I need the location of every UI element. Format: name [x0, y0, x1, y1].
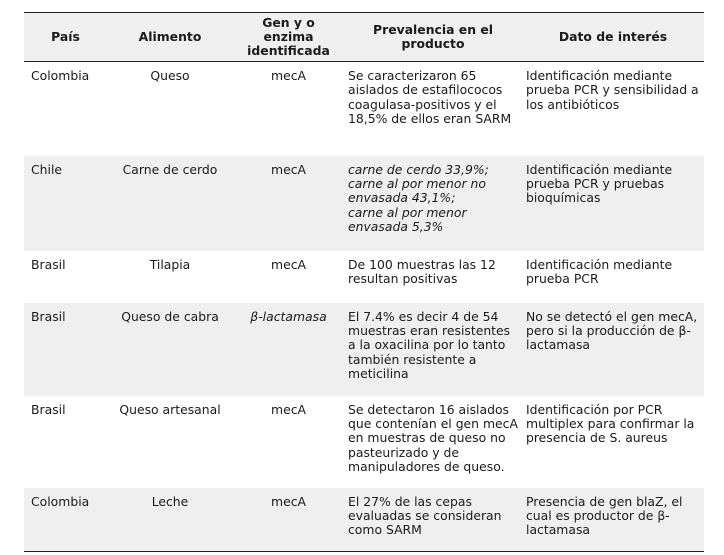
cell-pais: Chile [31, 161, 63, 177]
cell-gen: mecA [271, 161, 306, 177]
cell-dato: No se detectó el gen mecA, pero si la producción de β-lactamasa [526, 308, 698, 353]
cell-dato: Presencia de gen blaZ, el cual es productor de β-lactamasa [526, 493, 683, 538]
table-row [24, 251, 704, 303]
cell-dato: Identificación mediante prueba PCR [526, 256, 673, 286]
cell-gen: mecA [271, 256, 306, 272]
prevalencia-line: carne al por menor envasada 5,3% [348, 204, 467, 235]
cell-gen: β-lactamasa [250, 308, 327, 324]
table-row [24, 488, 704, 552]
cell-pais: Brasil [31, 256, 66, 272]
data-table [24, 12, 704, 552]
header-alimento: Alimento [138, 29, 202, 44]
cell-prevalencia [344, 156, 522, 251]
cell-dato: Identificación mediante prueba PCR y sensibilidad a los antibióticos [526, 68, 699, 112]
cell-prevalencia: De 100 muestras las 12 resultan positivas [348, 256, 496, 286]
cell-prevalencia: El 7.4% es decir 4 de 54 muestras eran resistentes a la oxacilina por lo tanto también resistente a meticilina [348, 308, 511, 382]
prevalencia-line: carne de cerdo 33,9%; [348, 161, 489, 177]
table-body [24, 62, 704, 552]
cell-pais: Brasil [31, 401, 66, 417]
cell-gen: mecA [271, 401, 306, 417]
cell-gen: mecA [271, 493, 306, 509]
cell-prevalencia: Se detectaron 16 aislados que contenían el gen mecA en muestras de queso no pasteurizado y de manipuladores de queso. [348, 401, 518, 475]
header-gen: Gen y o enzima identificada [247, 15, 330, 58]
cell-alimento: Queso [150, 68, 190, 83]
cell-alimento: Carne de cerdo [122, 161, 218, 177]
cell-alimento: Queso de cabra [121, 308, 219, 324]
table-row [24, 303, 704, 396]
cell-pais: Brasil [31, 308, 66, 324]
cell-alimento: Queso artesanal [119, 401, 221, 417]
cell-dato: Identificación mediante prueba PCR y pruebas bioquímicas [526, 161, 673, 206]
cell-prevalencia: Se caracterizaron 65 aislados de estafilococos coagulasa-positivos y el 18,5% de ellos eran SARM [348, 68, 512, 127]
header-row [24, 13, 704, 62]
header-prevalencia: Prevalencia en el producto [373, 22, 493, 51]
table-row [24, 62, 704, 156]
header-pais: País [51, 29, 80, 44]
prevalencia-line: carne al por menor no envasada 43,1%; [348, 175, 486, 206]
cell-alimento: Tilapia [149, 256, 191, 272]
cell-prevalencia: El 27% de las cepas evaluadas se consideran como SARM [348, 493, 502, 538]
table-row [24, 156, 704, 251]
cell-pais: Colombia [31, 493, 90, 509]
table-row [24, 396, 704, 488]
header-dato: Dato de interés [558, 29, 668, 44]
cell-alimento: Leche [151, 493, 189, 509]
cell-pais: Colombia [31, 68, 90, 83]
cell-gen: mecA [271, 68, 306, 83]
table-header [24, 13, 704, 62]
cell-dato: Identificación por PCR multiplex para confirmar la presencia de S. aureus [526, 401, 695, 446]
